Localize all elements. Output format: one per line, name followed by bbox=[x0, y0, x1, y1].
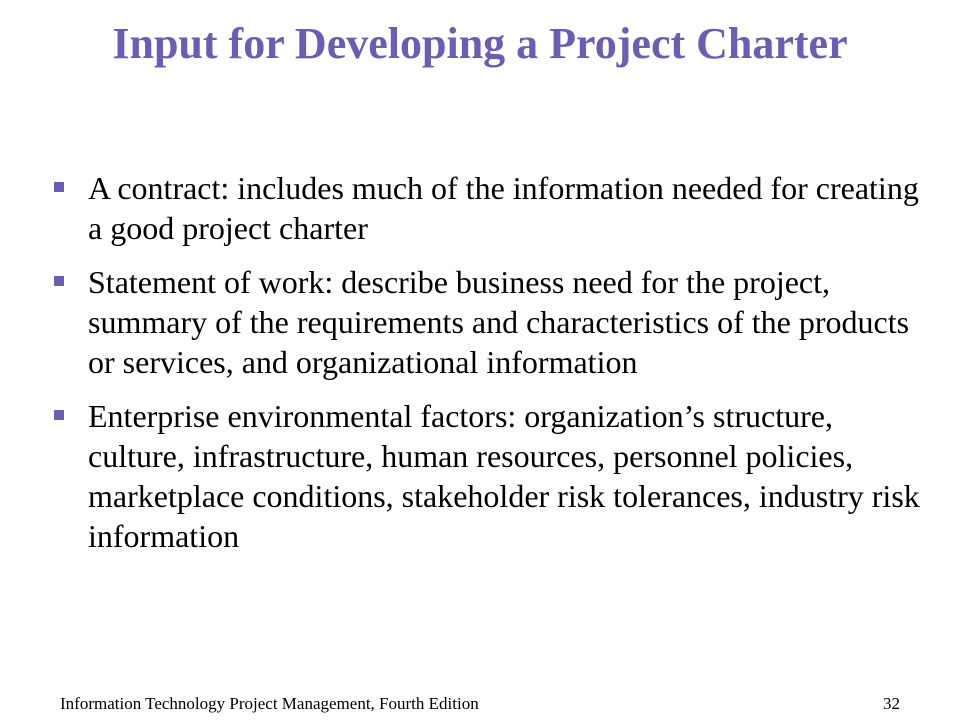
bullet-text: Enterprise environmental factors: organization’s structure, culture, infrastructure, human resources, personnel policies, marketplace conditions, stakeholder risk tolerances, industry risk information bbox=[88, 398, 920, 554]
bullet-text: A contract: includes much of the information needed for creating a good project charter bbox=[88, 170, 919, 246]
page-number: 32 bbox=[883, 694, 900, 713]
square-bullet-icon bbox=[54, 182, 64, 192]
square-bullet-icon bbox=[54, 276, 64, 286]
footer-book-title: Information Technology Project Management, Fourth Edition bbox=[60, 694, 479, 713]
bullet-item bbox=[52, 396, 922, 556]
bullet-item bbox=[52, 262, 922, 382]
bullet-list bbox=[52, 168, 922, 570]
square-bullet-icon bbox=[54, 410, 64, 420]
bullet-item bbox=[52, 168, 922, 248]
bullet-text: Statement of work: describe business need for the project, summary of the requirements and characteristics of the products or services, and organizational information bbox=[88, 264, 910, 380]
slide-title: Input for Developing a Project Charter bbox=[112, 19, 848, 68]
slide-footer bbox=[60, 692, 900, 716]
